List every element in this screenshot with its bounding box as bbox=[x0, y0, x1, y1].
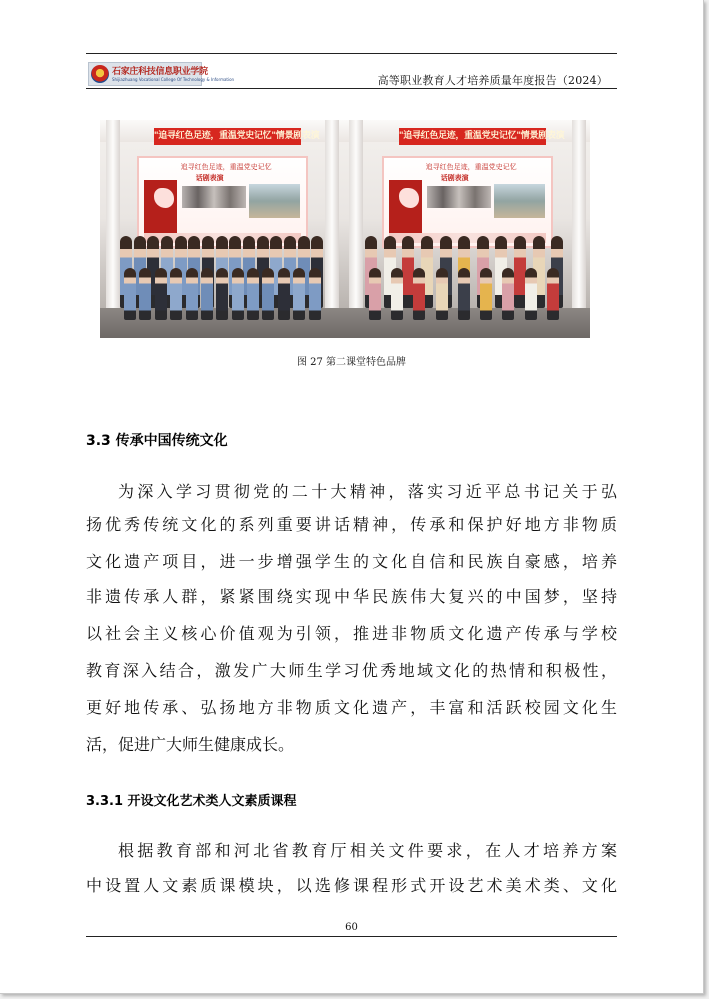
top-rule bbox=[86, 53, 617, 54]
person-figure bbox=[293, 268, 305, 320]
person-figure bbox=[391, 268, 403, 320]
header-rule bbox=[86, 88, 617, 89]
screen-title: 追寻红色足迹，重温党史记忆 bbox=[180, 163, 272, 171]
paragraph-line: 根据教育部和河北省教育厅相关文件要求，在人才培养方案 bbox=[118, 841, 617, 860]
paragraph-line: 活，促进广大师生健康成长。 bbox=[86, 735, 295, 754]
section-heading: 3.3 传承中国传统文化 bbox=[86, 433, 228, 449]
page-number: 60 bbox=[345, 922, 358, 933]
person-figure bbox=[547, 268, 559, 320]
subsection-heading: 3.3.1 开设文化艺术类人文素质课程 bbox=[86, 794, 297, 809]
person-figure bbox=[170, 268, 182, 320]
college-logo bbox=[88, 62, 235, 86]
logo-subtitle: Shijiazhuang Vocational College Of Technology & Information bbox=[112, 77, 235, 82]
paragraph-line: 文化遗产项目，进一步增强学生的文化自信和民族自豪感，培养 bbox=[86, 552, 617, 571]
event-banner: "追寻红色足迹，重温党史记忆"情景剧表演 bbox=[154, 128, 301, 145]
paragraph-line: 以社会主义核心价值观为引领，推进非物质文化遗产传承与学校 bbox=[86, 624, 617, 643]
paragraph-line: 非遗传承人群，紧紧围绕实现中华民族伟大复兴的中国梦，坚持 bbox=[86, 587, 617, 606]
person-figure bbox=[278, 268, 290, 320]
person-figure bbox=[201, 268, 213, 320]
screen-subtitle: 话剧表演 bbox=[195, 173, 224, 182]
paragraph-line: 为深入学习贯彻党的二十大精神，落实习近平总书记关于弘 bbox=[118, 482, 617, 501]
person-figure bbox=[458, 268, 470, 320]
person-figure bbox=[502, 268, 514, 320]
screen-subtitle: 话剧表演 bbox=[440, 173, 469, 182]
footer-rule bbox=[86, 936, 617, 937]
event-photo-left bbox=[100, 120, 345, 338]
person-figure bbox=[309, 268, 321, 320]
college-emblem-icon bbox=[91, 65, 109, 83]
event-banner: "追寻红色足迹，重温党史记忆"情景剧表演 bbox=[399, 128, 546, 145]
person-figure bbox=[124, 268, 136, 320]
paragraph-line: 教育深入结合，激发广大师生学习优秀地域文化的热情和积极性， bbox=[86, 661, 617, 680]
logo-name: 石家庄科技信息职业学院 bbox=[112, 67, 208, 77]
person-figure bbox=[155, 268, 167, 320]
person-figure bbox=[186, 268, 198, 320]
screen-title: 追寻红色足迹，重温党史记忆 bbox=[425, 163, 517, 171]
report-title: 高等职业教育人才培养质量年度报告（2024） bbox=[377, 74, 608, 87]
person-figure bbox=[247, 268, 259, 320]
person-figure bbox=[369, 268, 381, 320]
person-figure bbox=[262, 268, 274, 320]
event-photo-right bbox=[345, 120, 590, 338]
person-figure bbox=[480, 268, 492, 320]
person-figure bbox=[139, 268, 151, 320]
paragraph-line: 更好地传承、弘扬地方非物质文化遗产，丰富和活跃校园文化生 bbox=[86, 698, 617, 717]
paragraph-line: 扬优秀传统文化的系列重要讲话精神，传承和保护好地方非物质 bbox=[86, 515, 617, 534]
student-group bbox=[100, 120, 345, 338]
student-group bbox=[345, 120, 590, 338]
person-figure bbox=[216, 268, 228, 320]
person-figure bbox=[436, 268, 448, 320]
person-figure bbox=[413, 268, 425, 320]
person-figure bbox=[525, 268, 537, 320]
paragraph-line: 中设置人文素质课模块，以选修课程形式开设艺术美术类、文化 bbox=[86, 876, 617, 895]
person-figure bbox=[232, 268, 244, 320]
figure-caption: 图 27 第二课堂特色品牌 bbox=[296, 357, 407, 368]
